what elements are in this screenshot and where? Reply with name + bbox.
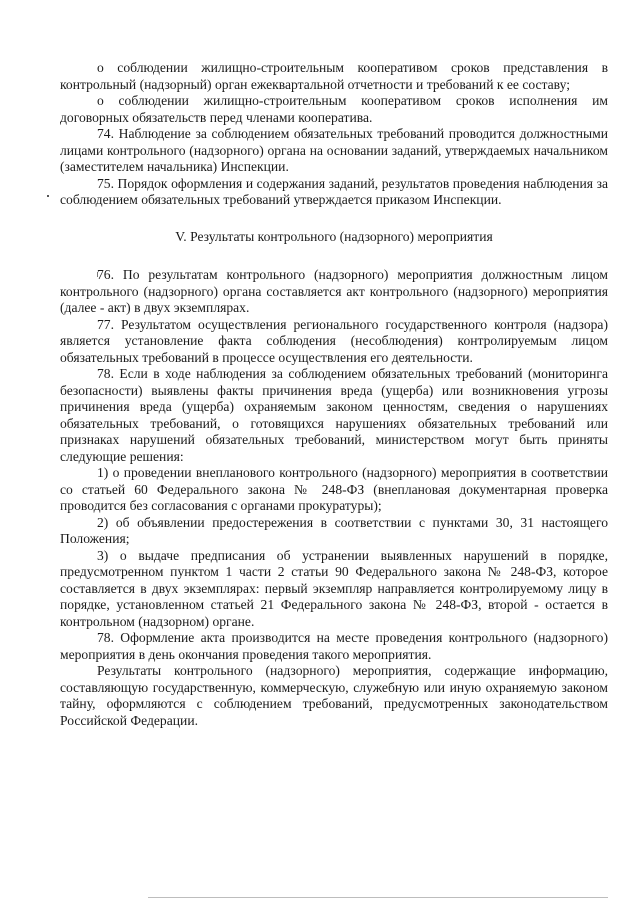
paragraph-76: 76. По результатам контрольного (надзорного) мероприятия должностным лицом контрольного (надзорного) органа составляется акт контрольного (надзорного) мероприятия (далее - акт) в двух экземплярах.	[60, 267, 608, 315]
paragraph-75: 75. Порядок оформления и содержания заданий, результатов проведения наблюдения за соблюдением обязательных требований утверждается приказом Инспекции.	[60, 175, 608, 207]
paragraph-78-act: 78. Оформление акта производится на месте проведения контрольного (надзорного) мероприятия в день окончания проведения такого мероприятия.	[60, 630, 608, 662]
paragraph-jsk-reporting: о соблюдении жилищно-строительным кооперативом сроков представления в контрольный (надзорный) орган ежеквартальной отчетности и требований к ее составу;	[60, 60, 608, 92]
list-item-2: 2) об объявлении предостережения в соответствии с пунктами 30, 31 настоящего Положения;	[60, 514, 608, 546]
paragraph-78: 78. Если в ходе наблюдения за соблюдением обязательных требований (мониторинга безопасности) выявлены факты причинения вреда (ущерба) или возникновения угрозы причинения вреда (ущерба) охраняемым законом ценностям, сведения о нарушениях обязательных требований, о готовящихся нарушениях обязательных требований или признаках нарушений обязательных требований, министерством могут быть приняты следующие решения:	[60, 366, 608, 464]
paragraph-results-secrecy: Результаты контрольного (надзорного) мероприятия, содержащие информацию, составляющую государственную, коммерческую, служебную или иную охраняемую законом тайну, оформляются с соблюдением требований, предусмотренных законодательством Российской Федерации.	[60, 663, 608, 728]
list-item-1: 1) о проведении внепланового контрольного (надзорного) мероприятия в соответствии со статьей 60 Федерального закона № 248-ФЗ (внеплановая документарная проверка проводится без согласования с органами прокуратуры);	[60, 465, 608, 513]
paragraph-74: 74. Наблюдение за соблюдением обязательных требований проводится должностными лицами контрольного (надзорного) органа на основании заданий, утверждаемых начальником (заместителем начальника) Инспекции.	[60, 126, 608, 174]
margin-mark	[47, 195, 49, 197]
paragraph-jsk-obligations: о соблюдении жилищно-строительным кооперативом сроков исполнения им договорных обязательств перед членами кооператива.	[60, 93, 608, 125]
section-heading: V. Результаты контрольного (надзорного) мероприятия	[175, 228, 493, 244]
paragraph-77: 77. Результатом осуществления регионального государственного контроля (надзора) является установление факта соблюдения (несоблюдения) контролируемым лицом обязательных требований в процессе осуществления его деятельности.	[60, 316, 608, 365]
document-body	[60, 60, 608, 729]
bottom-rule	[148, 897, 608, 898]
list-item-3: 3) о выдаче предписания об устранении выявленных нарушений в порядке, предусмотренном пунктом 1 части 2 статьи 90 Федерального закона № 248-ФЗ, которое составляется в двух экземплярах: первый экземпляр направляется контролируемому лицу в порядке, установленном статьей 21 Федерального закона № 248-ФЗ, второй - остается в контрольном (надзорном) органе.	[60, 547, 608, 629]
